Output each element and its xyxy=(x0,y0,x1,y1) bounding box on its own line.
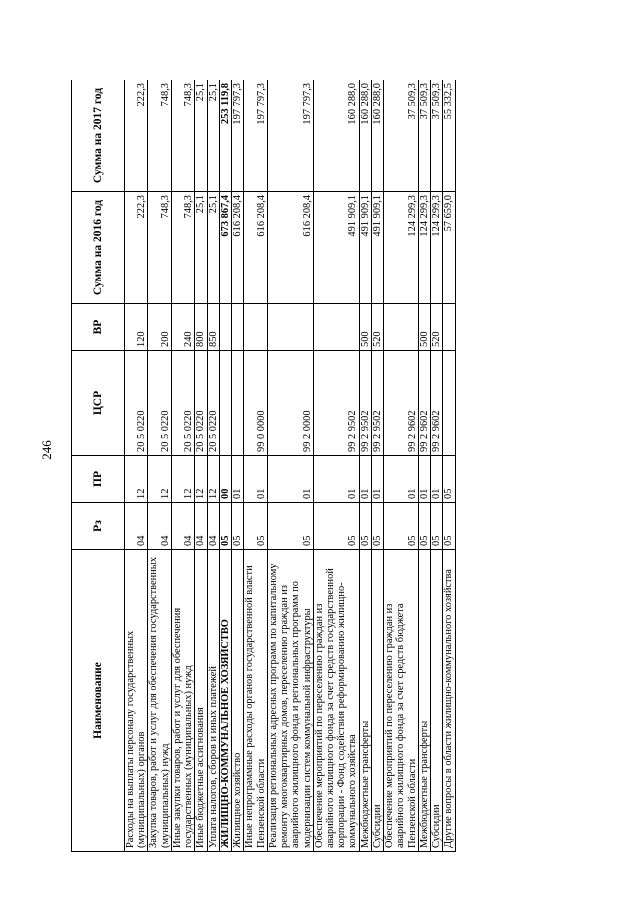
cell-vr xyxy=(244,304,267,351)
cell-csr xyxy=(232,351,244,456)
cell-name: Межбюджетные трансферты xyxy=(418,550,430,852)
cell-rz: 05 xyxy=(431,503,443,550)
cell-csr xyxy=(443,351,455,456)
cell-name: Жилищное хозяйство xyxy=(232,550,244,852)
cell-pr: 01 xyxy=(431,456,443,503)
cell-vr xyxy=(267,304,313,351)
cell-name: Уплата налогов, сборов и иных платежей xyxy=(207,550,219,852)
cell-rz: 05 xyxy=(232,503,244,550)
cell-csr: 20 5 0220 xyxy=(171,351,194,456)
cell-csr: 99 2 9502 xyxy=(371,351,383,456)
cell-rz: 05 xyxy=(384,503,419,550)
header-vr: ВР xyxy=(72,304,125,351)
cell-rz: 05 xyxy=(371,503,383,550)
cell-rz: 04 xyxy=(195,503,207,550)
cell-rz: 04 xyxy=(207,503,219,550)
table-row xyxy=(232,80,244,852)
cell-vr: 520 xyxy=(371,304,383,351)
cell-vr: 800 xyxy=(195,304,207,351)
cell-name: ЖИЛИЩНО-КОММУНАЛЬНОЕ ХОЗЯЙСТВО xyxy=(219,550,231,852)
cell-csr: 20 5 0220 xyxy=(207,351,219,456)
header-rz: Рз xyxy=(72,503,125,550)
cell-pr: 01 xyxy=(313,456,359,503)
cell-sum-2016: 748,3 xyxy=(148,192,171,304)
cell-sum-2016: 673 867,4 xyxy=(219,192,231,304)
header-name: Наименование xyxy=(72,550,125,852)
cell-rz: 05 xyxy=(313,503,359,550)
cell-sum-2017: 25,1 xyxy=(195,80,207,192)
cell-sum-2016: 124 299,3 xyxy=(418,192,430,304)
cell-csr: 99 2 9602 xyxy=(384,351,419,456)
cell-sum-2016: 25,1 xyxy=(195,192,207,304)
cell-sum-2017: 160 288,0 xyxy=(313,80,359,192)
cell-rz: 05 xyxy=(219,503,231,550)
table-body xyxy=(125,80,456,852)
cell-sum-2017: 55 332,5 xyxy=(443,80,455,192)
cell-rz: 05 xyxy=(443,503,455,550)
cell-pr: 01 xyxy=(384,456,419,503)
cell-pr: 01 xyxy=(267,456,313,503)
cell-sum-2017: 253 119,8 xyxy=(219,80,231,192)
header-sum-2016: Сумма на 2016 год xyxy=(72,192,125,304)
cell-pr: 00 xyxy=(219,456,231,503)
cell-csr: 20 5 0220 xyxy=(125,351,148,456)
cell-vr xyxy=(219,304,231,351)
cell-vr: 200 xyxy=(148,304,171,351)
cell-rz: 04 xyxy=(171,503,194,550)
cell-sum-2017: 197 797,3 xyxy=(232,80,244,192)
cell-pr: 01 xyxy=(359,456,371,503)
cell-name: Реализация региональных адресных программ по капитальному ремонту многоквартирных домов, переселению граждан из аварийного жилищного фонда и региональных программ по модернизации систем коммунальной инфраструктуры xyxy=(267,550,313,852)
cell-rz: 04 xyxy=(125,503,148,550)
cell-name: Расходы на выплаты персоналу государственных (муниципальных) органов xyxy=(125,550,148,852)
header-csr: ЦСР xyxy=(72,351,125,456)
cell-vr xyxy=(232,304,244,351)
cell-sum-2016: 124 299,3 xyxy=(384,192,419,304)
header-row xyxy=(72,80,125,852)
cell-vr: 850 xyxy=(207,304,219,351)
cell-vr: 240 xyxy=(171,304,194,351)
cell-sum-2017: 222,3 xyxy=(125,80,148,192)
cell-pr: 12 xyxy=(125,456,148,503)
cell-name: Другие вопросы в области жилищно-коммунального хозяйства xyxy=(443,550,455,852)
cell-name: Субсидии xyxy=(371,550,383,852)
cell-csr: 99 2 9602 xyxy=(431,351,443,456)
cell-vr: 120 xyxy=(125,304,148,351)
cell-rz: 05 xyxy=(418,503,430,550)
cell-sum-2017: 37 509,3 xyxy=(384,80,419,192)
header-pr: ПР xyxy=(72,456,125,503)
cell-csr xyxy=(219,351,231,456)
cell-sum-2017: 37 509,3 xyxy=(431,80,443,192)
rotated-table-container xyxy=(71,80,541,852)
budget-table xyxy=(71,80,456,852)
table-row xyxy=(195,80,207,852)
cell-sum-2017: 197 797,3 xyxy=(267,80,313,192)
cell-vr xyxy=(443,304,455,351)
cell-name: Обеспечение мероприятий по переселению граждан из аварийного жилищного фонда за счет средств бюджета Пензенской области xyxy=(384,550,419,852)
cell-name: Субсидии xyxy=(431,550,443,852)
cell-name: Межбюджетные трансферты xyxy=(359,550,371,852)
cell-pr: 05 xyxy=(443,456,455,503)
cell-rz: 04 xyxy=(148,503,171,550)
cell-name: Иные бюджетные ассигнования xyxy=(195,550,207,852)
cell-name: Иные непрограммные расходы органов государственной власти Пензенской области xyxy=(244,550,267,852)
table-row xyxy=(443,80,455,852)
header-sum-2017: Сумма на 2017 год xyxy=(72,80,125,192)
table-row xyxy=(431,80,443,852)
cell-sum-2016: 491 909,1 xyxy=(371,192,383,304)
cell-sum-2016: 222,3 xyxy=(125,192,148,304)
cell-sum-2017: 25,1 xyxy=(207,80,219,192)
cell-sum-2016: 124 299,3 xyxy=(431,192,443,304)
cell-pr: 01 xyxy=(232,456,244,503)
cell-csr: 99 0 0000 xyxy=(244,351,267,456)
table-row xyxy=(148,80,171,852)
cell-pr: 12 xyxy=(171,456,194,503)
cell-sum-2016: 616 208,4 xyxy=(244,192,267,304)
cell-sum-2017: 748,3 xyxy=(171,80,194,192)
cell-sum-2017: 160 288,0 xyxy=(371,80,383,192)
cell-pr: 01 xyxy=(244,456,267,503)
cell-pr: 12 xyxy=(207,456,219,503)
cell-csr: 20 5 0220 xyxy=(148,351,171,456)
cell-rz: 05 xyxy=(267,503,313,550)
cell-pr: 12 xyxy=(148,456,171,503)
cell-sum-2016: 25,1 xyxy=(207,192,219,304)
cell-pr: 12 xyxy=(195,456,207,503)
cell-vr: 500 xyxy=(359,304,371,351)
table-row xyxy=(313,80,359,852)
cell-sum-2017: 37 509,3 xyxy=(418,80,430,192)
cell-csr: 99 2 9502 xyxy=(313,351,359,456)
cell-sum-2016: 616 208,4 xyxy=(267,192,313,304)
table-row xyxy=(219,80,231,852)
cell-sum-2017: 197 797,3 xyxy=(244,80,267,192)
cell-pr: 01 xyxy=(371,456,383,503)
cell-name: Обеспечение мероприятий по переселению граждан из аварийного жилищного фонда за счет средств государственной корпорации - Фонд содействия реформированию жилищно-коммунального хозяйства xyxy=(313,550,359,852)
cell-csr: 20 5 0220 xyxy=(195,351,207,456)
table-row xyxy=(171,80,194,852)
table-row xyxy=(384,80,419,852)
table-frame xyxy=(71,80,541,852)
cell-sum-2016: 748,3 xyxy=(171,192,194,304)
table-row xyxy=(267,80,313,852)
cell-sum-2016: 491 909,1 xyxy=(359,192,371,304)
table-row xyxy=(125,80,148,852)
table-row xyxy=(371,80,383,852)
cell-vr xyxy=(384,304,419,351)
cell-sum-2016: 57 659,0 xyxy=(443,192,455,304)
table-row xyxy=(418,80,430,852)
cell-csr: 99 2 9602 xyxy=(418,351,430,456)
cell-name: Закупка товаров, работ и услуг для обеспечения государственных (муниципальных) нужд xyxy=(148,550,171,852)
cell-pr: 01 xyxy=(418,456,430,503)
table-row xyxy=(359,80,371,852)
page-number: 246 xyxy=(39,440,54,460)
cell-csr: 99 2 9502 xyxy=(359,351,371,456)
cell-rz: 05 xyxy=(359,503,371,550)
cell-rz: 05 xyxy=(244,503,267,550)
cell-vr: 500 xyxy=(418,304,430,351)
cell-sum-2016: 616 208,4 xyxy=(232,192,244,304)
cell-sum-2017: 160 288,0 xyxy=(359,80,371,192)
cell-sum-2017: 748,3 xyxy=(148,80,171,192)
cell-csr: 99 2 0000 xyxy=(267,351,313,456)
cell-sum-2016: 491 909,1 xyxy=(313,192,359,304)
table-row xyxy=(207,80,219,852)
cell-vr xyxy=(313,304,359,351)
table-row xyxy=(244,80,267,852)
cell-vr: 520 xyxy=(431,304,443,351)
cell-name: Иные закупки товаров, работ и услуг для обеспечения государственных (муниципальных) нужд xyxy=(171,550,194,852)
